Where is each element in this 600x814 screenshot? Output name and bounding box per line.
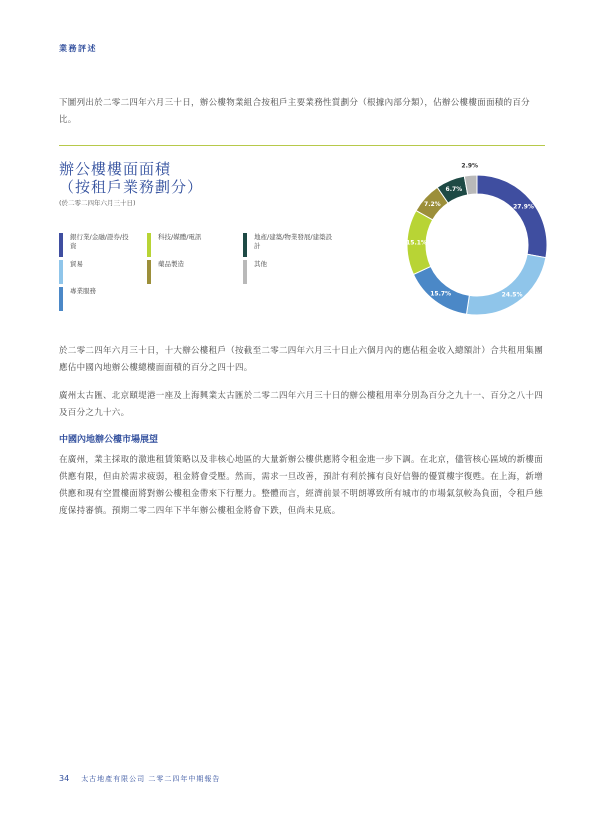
donut-chart [355,162,545,320]
chart-legend [59,233,359,313]
legend-item [59,287,130,311]
slice-label: 7.2% [424,201,441,209]
legend-item [147,233,218,257]
divider [59,145,545,146]
legend-item [59,260,130,284]
donut-svg [355,162,545,320]
section-header: 業務評述 [59,44,97,53]
legend-label: 藥品製造 [158,260,184,268]
slice-label: 27.9% [513,203,534,211]
legend-swatch [147,260,151,284]
legend-label: 銀行業/金融/證券/投資 [70,233,129,250]
paragraph-tenants: 於二零二四年六月三十日，十大辦公樓租戶（按截至二零二四年六月三十日止六個月內的應佔租金收入總額計）合共租用集團應佔中國內地辦公樓總樓面面積的百分之四十四。 [59,346,544,373]
subheading-outlook: 中國內地辦公樓市場展望 [59,435,159,445]
legend-label: 其他 [254,260,267,268]
legend-swatch [243,260,247,284]
legend-swatch [59,233,63,257]
slice-label: 24.5% [501,291,523,299]
legend-label: 專業服務 [70,287,96,295]
slice-label: 15.1% [406,239,427,247]
chart-title-line1: 辦公樓樓面面積 [59,160,172,178]
slice-label: 6.7% [445,186,463,194]
slice-label: 2.9% [461,162,479,170]
legend-item [147,260,218,284]
intro-paragraph: 下圖列出於二零二四年六月三十日，辦公樓物業組合按租戶主要業務性質劃分（根據內部分類），佔辦公樓樓面面積的百分比。 [59,98,530,125]
legend-item [59,233,130,257]
chart-subtitle: (於二零二四年六月三十日) [59,199,136,207]
footer [59,774,220,784]
chart-title [59,160,203,196]
donut-slice [466,254,545,315]
legend-label: 地產/建築/物業發展/建築設計 [254,233,333,250]
chart-title-line2: （按租戶業務劃分） [59,178,204,196]
legend-label: 貿易 [70,260,83,268]
slice-label: 15.7% [430,290,452,298]
legend-item [243,233,334,257]
legend-label: 科技/媒體/電訊 [158,233,202,241]
page-number: 34 [59,774,70,783]
legend-swatch [243,233,247,257]
legend-swatch [147,233,151,257]
legend-swatch [59,287,63,311]
legend-item [243,260,314,284]
legend-swatch [59,260,63,284]
paragraph-outlook: 在廣州，業主採取的激進租賃策略以及非核心地區的大量新辦公樓供應將令租金進一步下調。在北京，儘管核心區域的新樓面供應有限，但由於需求疲弱，租金將會受壓。然而，需求一旦改善，預計有利於擁有良好信譽的優質樓宇復甦。在上海，新增供應和現有空置樓面將對辦公樓租金帶來下行壓力。整體而言，經濟前景不明朗導致所有城市的市場氣氛較為負面，令租戶態度保持審慎。預期二零二四年下半年辦公樓租金將會下跌，但尚未見底。 [59,455,544,516]
paragraph-occupancy: 廣州太古匯、北京頤堤港一座及上海興業太古匯於二零二四年六月三十日的辦公樓租用率分別為百分之九十一、百分之八十四及百分之九十六。 [59,391,544,418]
footer-text: 太古地產有限公司 二零二四年中期報告 [81,775,221,783]
donut-slice [477,175,547,258]
